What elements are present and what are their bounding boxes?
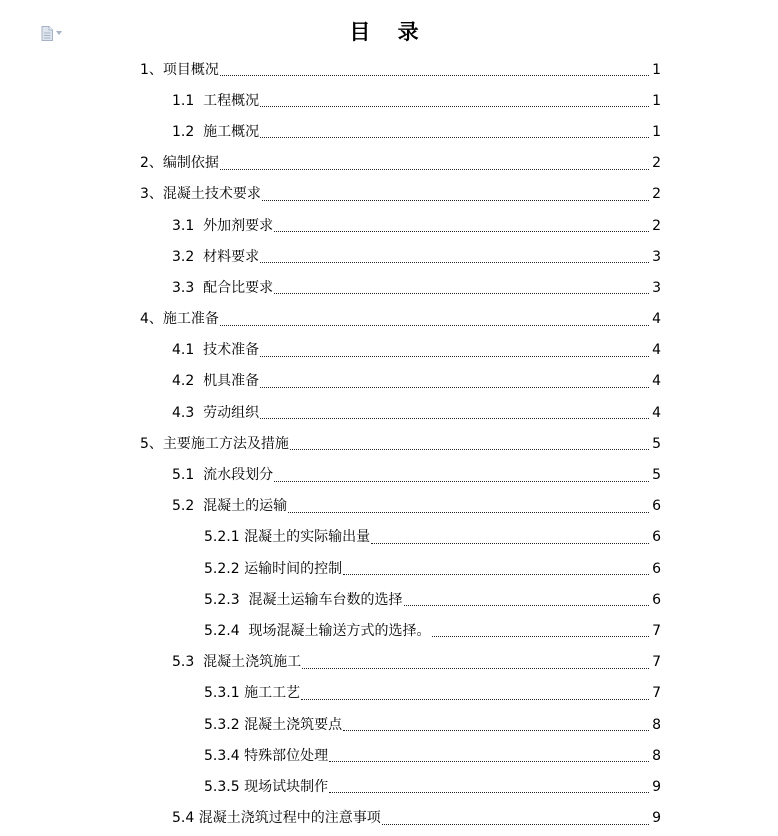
toc-entry-page-number: 8 [652, 747, 661, 764]
toc-entry-label: 3.1 外加剂要求 [172, 217, 274, 234]
toc-entry-label: 4、施工准备 [140, 311, 219, 328]
toc-dot-leader [432, 636, 649, 637]
toc-dot-leader [288, 512, 649, 513]
toc-entry[interactable] [0, 85, 778, 116]
toc-entry-page-number: 5 [652, 467, 661, 484]
toc-entry-page-number: 2 [652, 217, 661, 234]
toc-entry[interactable] [0, 54, 778, 85]
toc-entry[interactable] [0, 335, 778, 366]
toc-entry-label: 5、主要施工方法及措施 [140, 435, 289, 452]
toc-entry-page-number: 8 [652, 716, 661, 733]
toc-entry-page-number: 1 [652, 123, 661, 140]
toc-dot-leader [260, 106, 649, 107]
toc-entry-page-number: 4 [652, 342, 661, 359]
toc-entry[interactable] [0, 803, 778, 834]
toc-entry-label: 5.2.2 运输时间的控制 [204, 560, 343, 577]
toc-entry-page-number: 4 [652, 311, 661, 328]
toc-entry-label: 1.2 施工概况 [172, 123, 260, 140]
toc-dot-leader [220, 325, 649, 326]
toc-entry-label: 4.2 机具准备 [172, 373, 260, 390]
toc-entry-page-number: 6 [652, 498, 661, 515]
toc-dot-leader [274, 481, 649, 482]
toc-entry[interactable] [0, 428, 778, 459]
toc-entry-label: 5.3.2 混凝土浇筑要点 [204, 716, 343, 733]
toc-entry-page-number: 2 [652, 155, 661, 172]
toc-dot-leader [343, 574, 649, 575]
toc-dot-leader [404, 605, 649, 606]
toc-entry-page-number: 5 [652, 435, 661, 452]
page-title: 目 录 [349, 19, 429, 44]
toc-entry[interactable] [0, 272, 778, 303]
toc-entry[interactable] [0, 397, 778, 428]
toc-entry-page-number: 9 [652, 778, 661, 795]
toc-entry-label: 1、项目概况 [140, 61, 219, 78]
toc-entry[interactable] [0, 647, 778, 678]
toc-entry-page-number: 9 [652, 810, 661, 827]
toc-entry-page-number: 7 [652, 654, 661, 671]
toc-dot-leader [220, 169, 649, 170]
toc-entry-label: 2、编制依据 [140, 155, 219, 172]
toc-entry[interactable] [0, 740, 778, 771]
toc-dot-leader [274, 293, 649, 294]
toc-entry-label: 1.1 工程概况 [172, 92, 260, 109]
toc-entry-label: 5.3.1 施工工艺 [204, 685, 301, 702]
toc-dot-leader [301, 699, 649, 700]
toc-dot-leader [290, 449, 649, 450]
toc-entry-label: 3、混凝土技术要求 [140, 186, 261, 203]
toc-entry-page-number: 7 [652, 685, 661, 702]
toc-dot-leader [343, 730, 649, 731]
toc-entry-label: 3.2 材料要求 [172, 248, 260, 265]
toc-entry-page-number: 6 [652, 591, 661, 608]
toc-dot-leader [260, 262, 649, 263]
toc-dot-leader [274, 231, 649, 232]
toc-entry-label: 5.4 混凝土浇筑过程中的注意事项 [172, 810, 381, 827]
table-of-contents [0, 54, 778, 834]
toc-dot-leader [371, 543, 649, 544]
toc-entry-page-number: 3 [652, 248, 661, 265]
toc-entry-label: 5.2.4 现场混凝土输送方式的选择。 [204, 622, 431, 639]
toc-entry[interactable] [0, 116, 778, 147]
toc-entry[interactable] [0, 771, 778, 802]
toc-entry[interactable] [0, 179, 778, 210]
toc-entry[interactable] [0, 210, 778, 241]
toc-entry[interactable] [0, 709, 778, 740]
toc-entry-label: 3.3 配合比要求 [172, 279, 274, 296]
toc-entry-label: 4.1 技术准备 [172, 342, 260, 359]
toc-entry[interactable] [0, 459, 778, 490]
toc-entry-label: 5.2.1 混凝土的实际输出量 [204, 529, 371, 546]
toc-entry[interactable] [0, 678, 778, 709]
toc-entry-page-number: 2 [652, 186, 661, 203]
toc-entry-page-number: 4 [652, 373, 661, 390]
toc-entry[interactable] [0, 522, 778, 553]
toc-entry[interactable] [0, 366, 778, 397]
toc-entry-page-number: 4 [652, 404, 661, 421]
toc-dot-leader [329, 792, 649, 793]
toc-dot-leader [260, 418, 649, 419]
toc-dot-leader [382, 824, 649, 825]
toc-entry-label: 5.1 流水段划分 [172, 467, 274, 484]
toc-entry-label: 5.3 混凝土浇筑施工 [172, 654, 302, 671]
toc-entry-page-number: 6 [652, 560, 661, 577]
toc-entry[interactable] [0, 241, 778, 272]
toc-entry-page-number: 3 [652, 279, 661, 296]
toc-entry[interactable] [0, 584, 778, 615]
toc-entry[interactable] [0, 304, 778, 335]
toc-entry-page-number: 6 [652, 529, 661, 546]
toc-entry[interactable] [0, 148, 778, 179]
toc-entry[interactable] [0, 615, 778, 646]
toc-entry[interactable] [0, 491, 778, 522]
toc-dot-leader [260, 137, 649, 138]
toc-dot-leader [260, 387, 649, 388]
toc-entry-page-number: 1 [652, 61, 661, 78]
toc-entry-label: 5.2 混凝土的运输 [172, 498, 288, 515]
toc-dot-leader [329, 761, 649, 762]
toc-entry-page-number: 7 [652, 622, 661, 639]
toc-entry-page-number: 1 [652, 92, 661, 109]
toc-entry-label: 4.3 劳动组织 [172, 404, 260, 421]
toc-dot-leader [260, 356, 649, 357]
toc-entry-label: 5.2.3 混凝土运输车台数的选择 [204, 591, 403, 608]
toc-entry-label: 5.3.4 特殊部位处理 [204, 747, 329, 764]
toc-dot-leader [262, 200, 649, 201]
toc-dot-leader [302, 668, 649, 669]
toc-dot-leader [220, 75, 649, 76]
toc-entry-label: 5.3.5 现场试块制作 [204, 778, 329, 795]
toc-entry[interactable] [0, 553, 778, 584]
